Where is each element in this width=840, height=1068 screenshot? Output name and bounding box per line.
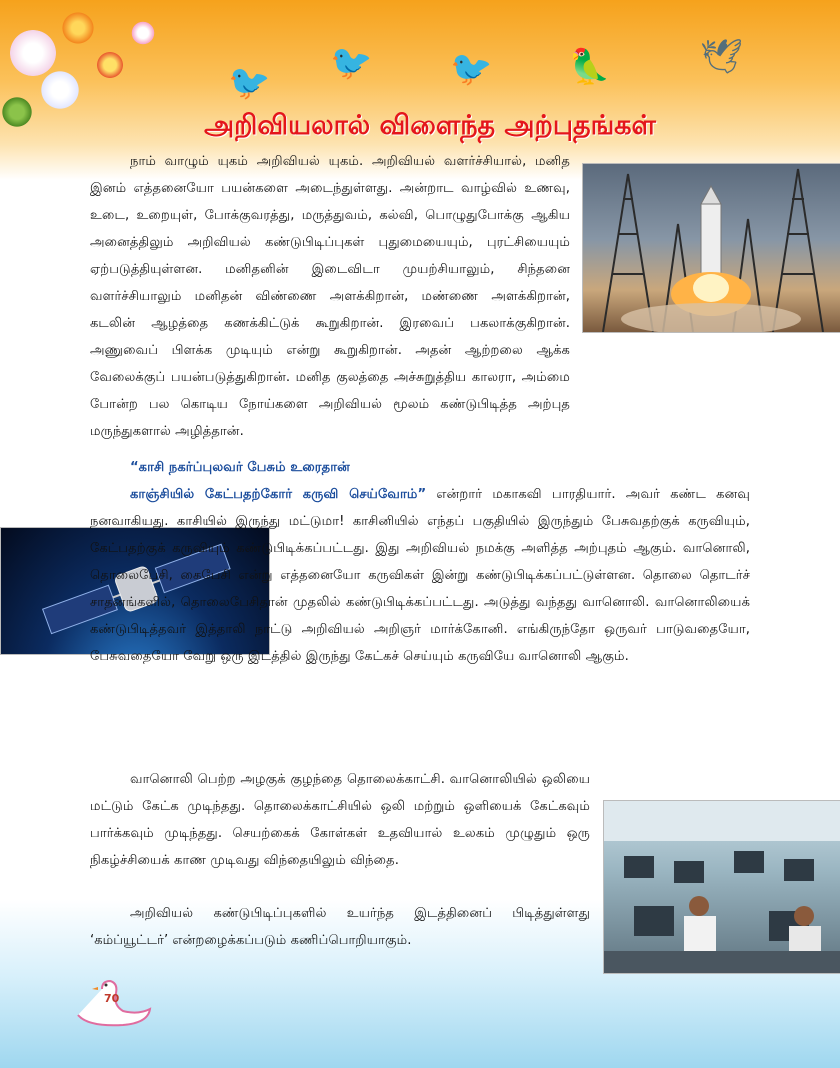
bird-icon: 🐦 bbox=[330, 43, 373, 83]
paragraph-intro-text: நாம் வாழும் யுகம் அறிவியல் யுகம். அறிவியல் வளர்ச்சியால், மனித இனம் எத்தனையோ பயன்களை அடைந்துள்ளது. அன்றாட வாழ்வில் உணவு, உடை, உறையுள், போக்குவரத்து, மருத்துவம், கல்வி, பொழுதுபோக்கு ஆகிய அனைத்திலும் அறிவியல் கண்டுபிடிப்புகள் புதுமையையும், புரட்சியையும் ஏற்படுத்தியுள்ளன. மனிதனின் இடைவிடா முயற்சியாலும், சிந்தனை வளர்ச்சியாலும் மனிதன் விண்ணை அளக்கிறான், மண்ணை அளக்கிறான், கடலின் ஆழத்தை கணக்கிட்டுக் கூறுகிறான். இரவைப் பகலாக்குகிறான். அணுவைப் பிளக்க முடியும் என்று கூறுகிறான். அதன் ஆற்றலை ஆக்க வேலைக்குப் பயன்படுத்துகிறான். மனித குலத்தை அச்சுறுத்திய காலரா, அம்மை போன்ற பல கொடிய நோய்களை அறிவியல் மூலம் கண்டுபிடித்த அற்புத மருந்துகளால் அழித்தான். bbox=[90, 154, 570, 439]
paragraph-television bbox=[90, 766, 590, 874]
computer-icon bbox=[604, 801, 840, 973]
rocket-launch-image bbox=[582, 163, 840, 333]
paragraph-computer-text: அறிவியல் கண்டுபிடிப்புகளில் உயர்ந்த இடத்தினைப் பிடித்துள்ளது ‘கம்ப்யூட்டர்’ என்றழைக்கப்படும் கணிப்பொறியாகும். bbox=[90, 906, 590, 948]
rocket-icon bbox=[583, 164, 840, 332]
paragraph-computer bbox=[90, 900, 590, 954]
parrot-icon: 🦜 bbox=[568, 47, 611, 87]
computer-office-image bbox=[603, 800, 840, 974]
paragraph-intro bbox=[90, 148, 570, 445]
seagull-icon: 🕊 bbox=[700, 37, 744, 77]
bird-icon: 🐦 bbox=[450, 49, 493, 89]
quote-line-2: காஞ்சியில் கேட்பதற்கோர் கருவி செய்வோம்” bbox=[130, 487, 427, 502]
page-title: அறிவியலால் விளைந்த அற்புதங்கள் bbox=[204, 110, 656, 141]
paragraph-bharathi bbox=[90, 454, 750, 670]
bird-icon: 🐦 bbox=[228, 63, 271, 103]
paragraph-bharathi-text: என்றார் மகாகவி பாரதியார். அவர் கண்ட கனவு நனவாகியது. காசியில் இருந்து மட்டுமா! காசினியில் எந்தப் பகுதியில் இருந்தும் பேசுவதற்குக் கருவியும், கேட்பதற்குக் கருவியும் கண்டுபிடிக்கப்பட்டது. இது அறிவியல் நமக்கு அளித்த அற்புதம் ஆகும். வானொலி, தொலைபேசி, கைபேசி என்று எத்தனையோ கருவிகள் இன்று கண்டுபிடிக்கப்பட்டுள்ளன. தொலை தொடர்ச் சாதனங்களில், தொலைபேசிதான் முதலில் கண்டுபிடிக்கப்பட்டது. அடுத்து வந்தது வானொலி. வானொலியைக் கண்டுபிடித்தவர் இத்தாலி நாட்டு அறிவியல் அறிஞர் மார்க்கோனி. எங்கிருந்தோ ஒருவர் பாடுவதையோ, பேசுவதையோ வேறு ஒரு இடத்தில் இருந்து கேட்கச் செய்யும் கருவியே வானொலி ஆகும். bbox=[90, 487, 751, 664]
paragraph-television-text: வானொலி பெற்ற அழகுக் குழந்தை தொலைக்காட்சி. வானொலியில் ஒலியை மட்டும் கேட்க முடிந்தது. தொலைக்காட்சியில் ஒலி மற்றும் ஒளியைக் கேட்கவும் பார்க்கவும் முடிந்தது. செயற்கைக் கோள்கள் உதவியால் உலகம் முழுதும் ஒரு நிகழ்ச்சியைக் காண முடிவது விந்தையிலும் விந்தை. bbox=[90, 772, 590, 868]
page-number: 70 bbox=[104, 992, 120, 1005]
quote-line-1: “காசி நகர்ப்புலவர் பேசும் உரைதான் bbox=[130, 460, 350, 475]
